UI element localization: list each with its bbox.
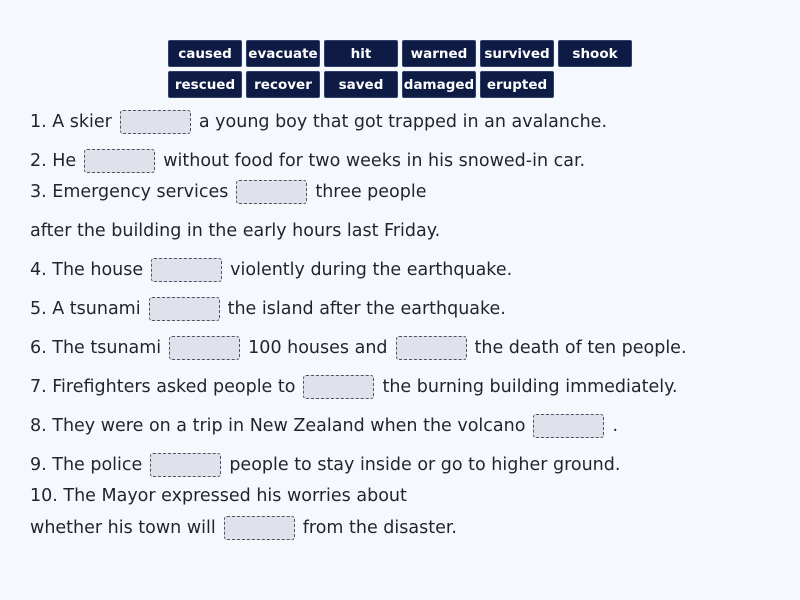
answer-blank[interactable]	[236, 180, 307, 204]
word-tile-caused[interactable]: caused	[168, 40, 242, 67]
sentence-text: 1. A skier	[30, 112, 112, 132]
answer-blank[interactable]	[224, 516, 295, 540]
sentence-text: people to stay inside or go to higher ground.	[229, 455, 621, 475]
word-tile-hit[interactable]: hit	[324, 40, 398, 67]
word-tile-erupted[interactable]: erupted	[480, 71, 554, 98]
answer-blank[interactable]	[150, 453, 221, 477]
word-tile-recover[interactable]: recover	[246, 71, 320, 98]
answer-blank[interactable]	[151, 258, 222, 282]
answer-blank[interactable]	[120, 110, 191, 134]
sentence-line	[30, 178, 427, 206]
sentence-line	[30, 108, 607, 136]
sentence-text: whether his town will	[30, 518, 216, 538]
sentence-text: without food for two weeks in his snowed-in car.	[163, 151, 586, 171]
sentence-text: .	[612, 416, 619, 436]
sentence-line	[30, 256, 512, 284]
word-tile-rescued[interactable]: rescued	[168, 71, 242, 98]
word-tile-survived[interactable]: survived	[480, 40, 554, 67]
sentence-text: 8. They were on a trip in New Zealand when the volcano	[30, 416, 526, 436]
sentence-line	[30, 334, 687, 362]
answer-blank[interactable]	[149, 297, 220, 321]
sentence-text: 4. The house	[30, 260, 144, 280]
sentence-text: 7. Firefighters asked people to	[30, 377, 296, 397]
sentence-text: violently during the earthquake.	[230, 260, 513, 280]
word-tile-warned[interactable]: warned	[402, 40, 476, 67]
sentence-line	[30, 412, 618, 440]
word-tile-saved[interactable]: saved	[324, 71, 398, 98]
word-tile-damaged[interactable]: damaged	[402, 71, 476, 98]
sentence-line	[30, 217, 440, 245]
word-tile-evacuate[interactable]: evacuate	[246, 40, 320, 67]
sentence-line	[30, 295, 506, 323]
answer-blank[interactable]	[303, 375, 374, 399]
sentence-text: after the building in the early hours last Friday.	[30, 221, 441, 241]
sentence-line	[30, 482, 407, 510]
sentence-text: from the disaster.	[302, 518, 457, 538]
answer-blank[interactable]	[84, 149, 155, 173]
answer-blank[interactable]	[396, 336, 467, 360]
sentence-text: the burning building immediately.	[382, 377, 678, 397]
sentence-line	[30, 514, 457, 542]
sentence-text: 10. The Mayor expressed his worries about	[30, 486, 407, 506]
sentence-text: 5. A tsunami	[30, 299, 141, 319]
sentence-line	[30, 147, 585, 175]
sentence-text: three people	[315, 182, 427, 202]
sentence-text: 9. The police	[30, 455, 143, 475]
sentence-text: 100 houses and	[248, 338, 388, 358]
answer-blank[interactable]	[533, 414, 604, 438]
answer-blank[interactable]	[169, 336, 240, 360]
sentence-text: 2. He	[30, 151, 77, 171]
sentence-text: 3. Emergency services	[30, 182, 229, 202]
word-tile-shook[interactable]: shook	[558, 40, 632, 67]
sentence-text: the island after the earthquake.	[227, 299, 506, 319]
sentence-text: 6. The tsunami	[30, 338, 162, 358]
sentence-line	[30, 373, 678, 401]
sentence-text: the death of ten people.	[474, 338, 687, 358]
sentence-line	[30, 451, 620, 479]
sentence-text: a young boy that got trapped in an avalanche.	[198, 112, 608, 132]
